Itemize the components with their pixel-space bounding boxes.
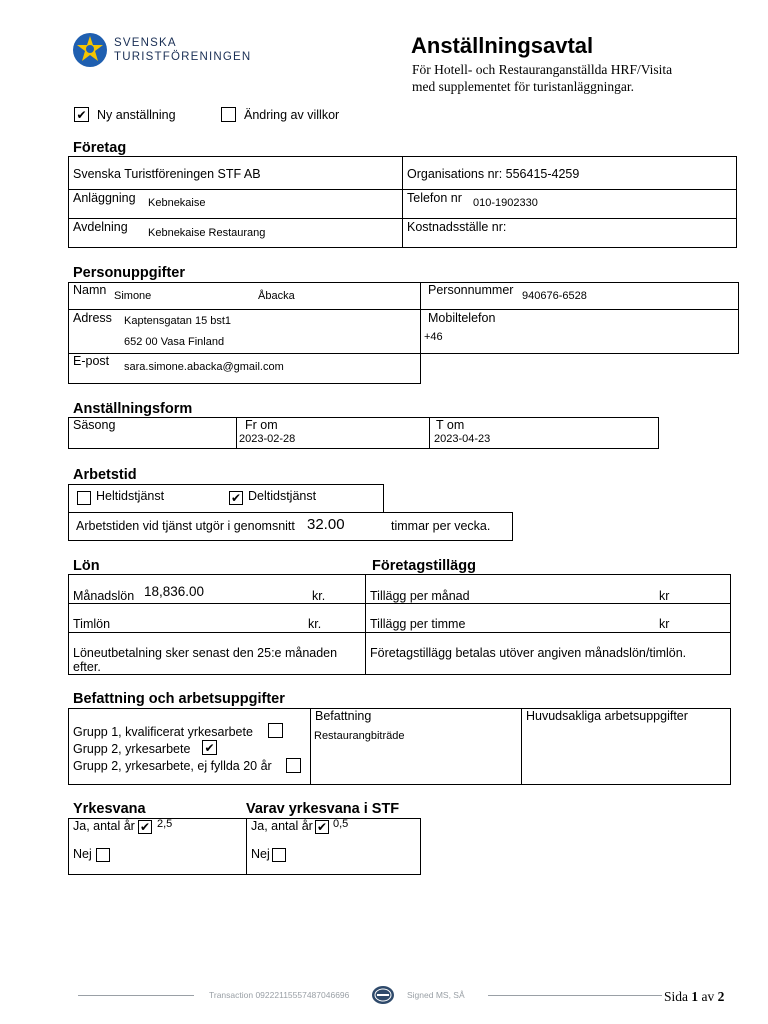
per-week-text: timmar per vecka. [391,519,491,533]
first-name-value[interactable]: Simone [114,290,152,302]
page-total: 2 [717,989,725,1004]
supplement-month-label: Tillägg per månad [370,589,470,603]
change-terms-label: Ändring av villkor [244,108,340,122]
org-number: Organisations nr: 556415-4259 [407,167,580,181]
main-duties-label: Huvudsakliga arbetsuppgifter [526,709,688,723]
page-prefix: Sida [664,989,689,1004]
facility-value[interactable]: Kebnekaise [148,197,206,209]
employment-form-table [68,417,659,449]
group1-label: Grupp 1, kvalificerat yrkesarbete [73,725,253,739]
stf-experience-no-checkbox[interactable] [272,848,286,862]
full-time-checkbox[interactable] [77,491,91,505]
job-title-value[interactable]: Restaurangbiträde [314,730,405,742]
experience-years-value[interactable]: 2,5 [157,818,173,830]
cost-center-label: Kostnadsställe nr: [407,220,507,234]
page-current: 1 [691,989,699,1004]
stf-experience-yes-label: Ja, antal år [251,819,313,833]
company-name: Svenska Turistföreningen STF AB [73,167,261,181]
department-label: Avdelning [73,220,128,234]
address-line2[interactable]: 652 00 Vasa Finland [124,336,225,348]
from-label: Fr om [245,418,278,432]
facility-label: Anläggning [73,191,136,205]
new-employment-checkbox[interactable] [74,107,89,122]
transaction-id: Transaction 09222115557487046696 [209,990,350,1000]
group2-under20-checkbox[interactable] [286,758,301,773]
address-label: Adress [73,311,112,325]
personal-number-value[interactable]: 940676-6528 [522,290,587,302]
experience-yes-label: Ja, antal år [73,819,135,833]
check-icon: ✔ [139,820,151,834]
new-employment-label: Ny anställning [97,108,176,122]
supplement-hour-kr: kr [659,617,670,631]
group1-checkbox[interactable] [268,723,283,738]
hourly-wage-kr: kr. [308,617,322,631]
check-icon: ✔ [76,107,87,122]
salary-heading: Lön [73,558,100,574]
org-name-line2: TURISTFÖRENINGEN [114,51,252,63]
hourly-wage-label: Timlön [73,617,111,631]
mobile-label: Mobiltelefon [428,311,496,325]
to-date-value[interactable]: 2023-04-23 [434,433,491,445]
avg-hours-text: Arbetstiden vid tjänst utgör i genomsnitt [76,519,295,533]
monthly-salary-value[interactable]: 18,836.00 [144,584,205,599]
subtitle-line1: För Hotell- och Restauranganställda HRF/Visita [412,62,673,77]
employment-form-heading: Anställningsform [73,401,193,417]
signed-by: Signed MS, SÅ [407,990,465,1000]
group2-under20-label: Grupp 2, yrkesarbete, ej fyllda 20 år [73,759,272,773]
monthly-salary-kr: kr. [312,589,326,603]
mobile-value[interactable]: +46 [424,331,443,343]
page-of: av [701,989,715,1004]
position-heading: Befattning och arbetsuppgifter [73,691,285,707]
address-line1[interactable]: Kaptensgatan 15 bst1 [124,315,232,327]
verification-seal-icon [371,985,395,1005]
group2-label: Grupp 2, yrkesarbete [73,742,191,756]
experience-no-checkbox[interactable] [96,848,110,862]
phone-label: Telefon nr [407,191,462,205]
season-label: Säsong [73,418,116,432]
experience-no-label: Nej [73,847,92,861]
monthly-salary-label: Månadslön [73,589,135,603]
footer-rule-left [78,995,194,996]
part-time-label: Deltidstjänst [248,489,317,503]
stf-experience-yes-checkbox[interactable] [315,820,329,834]
part-time-checkbox[interactable] [229,491,243,505]
email-label: E-post [73,354,110,368]
page-indicator [662,989,726,1005]
personal-number-label: Personnummer [428,283,514,297]
stf-experience-years-value[interactable]: 0,5 [333,818,349,830]
subtitle-line2: med supplementet för turistanläggningar. [412,79,634,94]
company-supplement-heading: Företagstillägg [372,558,476,574]
check-icon: ✔ [204,740,215,755]
supplement-note: Företagstillägg betalas utöver angiven månadslön/timlön. [370,646,687,660]
experience-yes-checkbox[interactable] [138,820,152,834]
org-name-line1: SVENSKA [114,37,177,49]
working-hours-heading: Arbetstid [73,467,137,483]
personal-heading: Personuppgifter [73,265,185,281]
supplement-hour-label: Tillägg per timme [370,617,466,631]
full-time-label: Heltidstjänst [96,489,165,503]
name-label: Namn [73,283,107,297]
department-value[interactable]: Kebnekaise Restaurang [148,227,266,239]
to-label: T om [436,418,465,432]
from-date-value[interactable]: 2023-02-28 [239,433,296,445]
supplement-month-kr: kr [659,589,670,603]
company-heading: Företag [73,140,127,156]
last-name-value[interactable]: Åbacka [258,290,295,302]
check-icon: ✔ [230,491,242,505]
hours-value[interactable]: 32.00 [307,516,345,533]
change-terms-checkbox[interactable] [221,107,236,122]
check-icon: ✔ [316,820,328,834]
job-title-label: Befattning [315,709,372,723]
email-value[interactable]: sara.simone.abacka@gmail.com [124,361,284,373]
group2-checkbox[interactable] [202,740,217,755]
stf-experience-heading: Varav yrkesvana i STF [246,801,400,817]
payment-note: Löneutbetalning sker senast den 25:e månaden efter. [73,646,338,674]
phone-value[interactable]: 010-1902330 [473,197,538,209]
page-title: Anställningsavtal [411,33,594,58]
stf-experience-no-label: Nej [251,847,270,861]
experience-heading: Yrkesvana [73,801,146,817]
stf-logo [72,32,108,68]
